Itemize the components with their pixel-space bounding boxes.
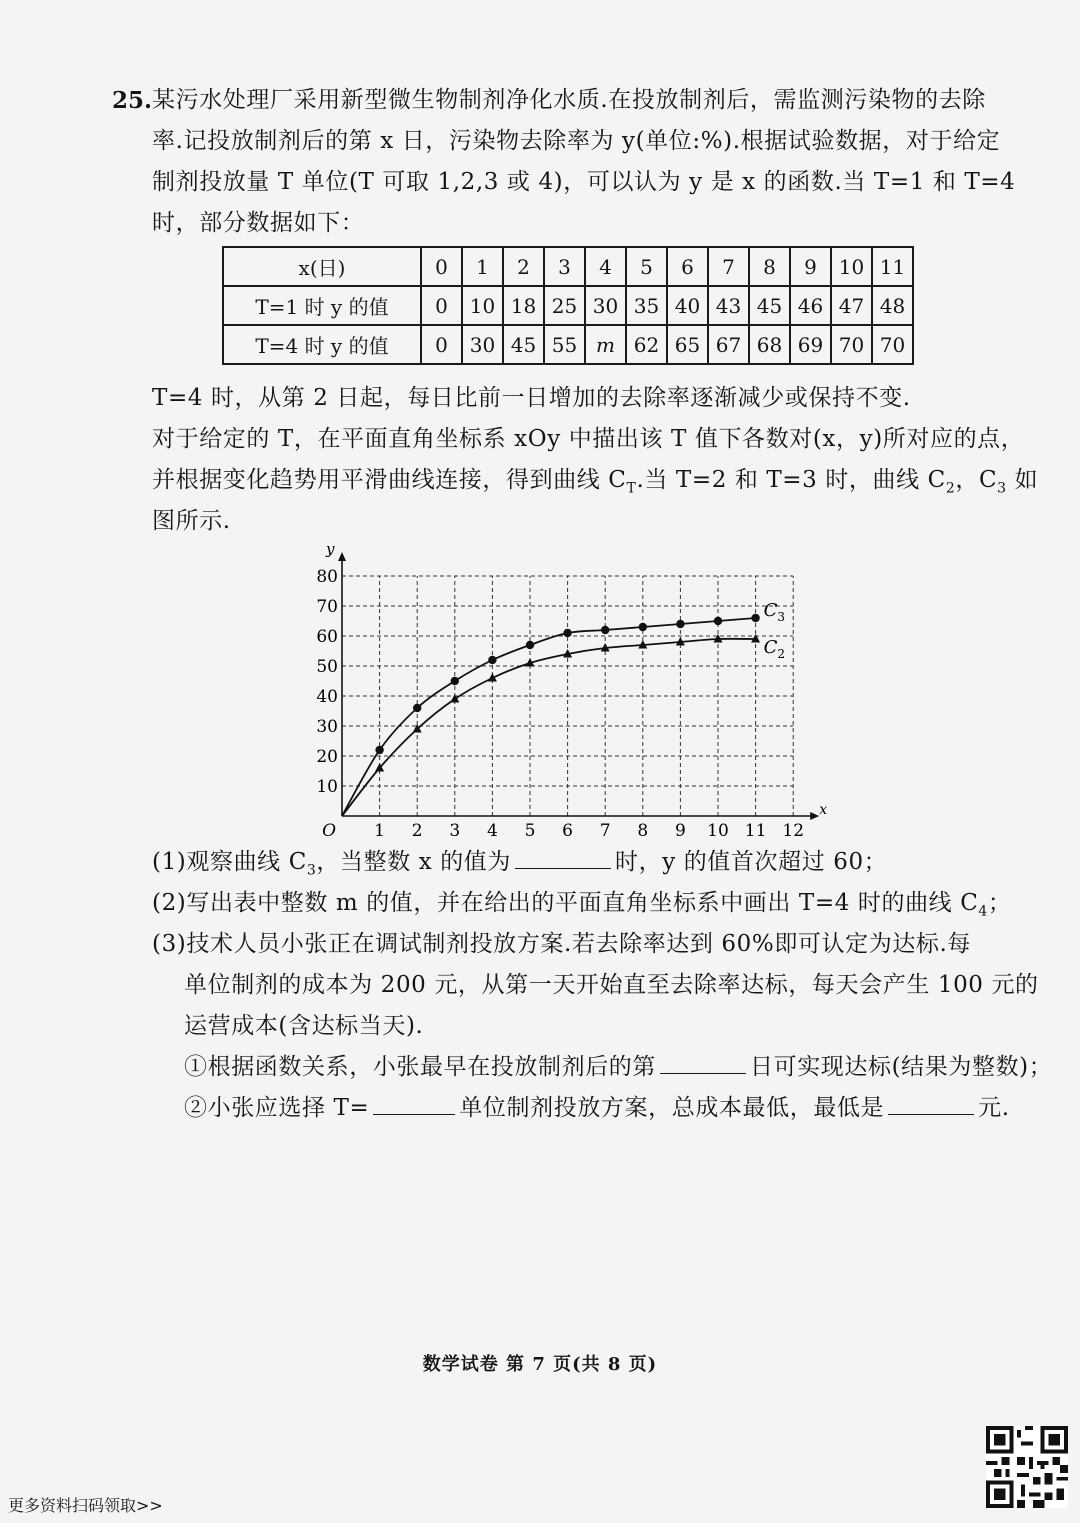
subq2-b: ；	[987, 890, 1012, 916]
table-row-label: T=1 时 y 的值	[223, 286, 421, 325]
line3-tail: .当 T=2 和 T=3 时，曲线 C	[636, 467, 946, 493]
line3-mid: ，C	[955, 467, 998, 493]
table-cell: 65	[667, 325, 708, 364]
table-cell: 3	[544, 247, 585, 286]
y-tick-label: 50	[316, 657, 338, 677]
item2-c: 元.	[978, 1095, 1010, 1121]
table-cell: 6	[667, 247, 708, 286]
chart	[306, 538, 836, 840]
answer-blank-2[interactable]	[660, 1050, 746, 1074]
qr-code-icon[interactable]	[986, 1426, 1068, 1508]
x-tick-label: 11	[744, 821, 767, 840]
x-tick-label: 5	[524, 821, 536, 840]
data-point	[451, 677, 459, 685]
data-point	[526, 641, 534, 649]
table-cell: 25	[544, 286, 585, 325]
data-table	[222, 246, 914, 365]
answer-blank-4[interactable]	[888, 1091, 974, 1115]
table-cell: 45	[503, 325, 544, 364]
table-cell: 30	[462, 325, 503, 364]
table-cell: 0	[421, 247, 462, 286]
item-2	[184, 1088, 1024, 1129]
table-cell: 30	[585, 286, 626, 325]
line3-sub2: 2	[945, 480, 956, 497]
table-cell: 70	[831, 325, 872, 364]
table-cell: 5	[626, 247, 667, 286]
table-cell: 62	[626, 325, 667, 364]
table-cell: 48	[872, 286, 913, 325]
subq-3-line-1: (3)技术人员小张正在调试制剂投放方案.若去除率达到 60%即可认定为达标.每	[152, 931, 972, 957]
line3-text: 并根据变化趋势用平滑曲线连接，得到曲线 C	[152, 467, 627, 493]
table-cell: 10	[462, 286, 503, 325]
data-point	[601, 626, 609, 634]
data-point	[676, 620, 684, 628]
x-tick-label: 2	[411, 821, 423, 840]
x-tick-label: 3	[449, 821, 461, 840]
y-axis-arrow	[338, 552, 346, 561]
line3-end: 如	[1006, 467, 1039, 493]
item1-b: 日可实现达标(结果为整数)；	[750, 1054, 1053, 1080]
data-point	[450, 694, 459, 703]
subq1-a: (1)观察曲线 C	[152, 849, 307, 875]
y-axis-label: y	[326, 540, 335, 558]
data-point	[563, 629, 571, 637]
x-tick-label: 7	[599, 821, 611, 840]
table-cell: 1	[462, 247, 503, 286]
x-tick-label: 6	[562, 821, 574, 840]
table-cell: 45	[749, 286, 790, 325]
intro-line-4: 时，部分数据如下：	[152, 210, 365, 236]
subq2-sub: 4	[978, 903, 988, 920]
table-cell: 43	[708, 286, 749, 325]
subq1-b: ，当整数 x 的值为	[316, 849, 511, 875]
y-tick-label: 30	[316, 717, 338, 737]
x-tick-label: 4	[486, 821, 498, 840]
x-tick-label: 1	[374, 821, 386, 840]
data-point	[714, 617, 722, 625]
table-cell: 10	[831, 247, 872, 286]
table-row-t1	[223, 286, 913, 325]
data-point	[751, 614, 759, 622]
table-cell: 70	[872, 325, 913, 364]
table-cell: 67	[708, 325, 749, 364]
y-tick-label: 60	[316, 627, 338, 647]
intro-line-3: 制剂投放量 T 单位(T 可取 1,2,3 或 4)，可以认为 y 是 x 的函数.当 T=1 和 T=4	[152, 169, 1016, 195]
page-footer: 数学试卷 第 7 页(共 8 页)	[422, 1354, 658, 1375]
more-resources-link[interactable]: 更多资料扫码领取>>	[8, 1496, 163, 1515]
table-cell: 18	[503, 286, 544, 325]
x-tick-label: 12	[782, 821, 805, 840]
table-cell: m	[585, 325, 626, 364]
line3-sub3: 3	[997, 480, 1007, 497]
item2-b: 单位制剂投放方案，总成本最低，最低是	[459, 1095, 885, 1121]
table-cell: 11	[872, 247, 913, 286]
table-cell: 46	[790, 286, 831, 325]
data-point	[375, 746, 383, 754]
table-cell: 4	[585, 247, 626, 286]
table-header-row	[223, 247, 913, 286]
table-cell: 55	[544, 325, 585, 364]
table-header-label: x(日)	[223, 247, 421, 286]
table-cell: 0	[421, 286, 462, 325]
series-label-sub: 3	[777, 610, 786, 624]
item-1	[184, 1047, 1053, 1088]
series-label: $C_2$	[763, 637, 786, 661]
table-row-t4	[223, 325, 913, 364]
question-number: 25.	[112, 87, 153, 114]
y-tick-label: 20	[316, 747, 338, 767]
table-cell: 0	[421, 325, 462, 364]
answer-blank-3[interactable]	[373, 1091, 455, 1115]
x-axis-arrow	[810, 812, 819, 820]
subq2-a: (2)写出表中整数 m 的值，并在给出的平面直角坐标系中画出 T=4 时的曲线 C	[152, 890, 979, 916]
table-cell: 47	[831, 286, 872, 325]
intro-line-2: 率.记投放制剂后的第 x 日，污染物去除率为 y(单位:%).根据试验数据，对于给定	[152, 128, 1001, 154]
x-axis-label: x	[819, 802, 828, 818]
table-row-label: T=4 时 y 的值	[223, 325, 421, 364]
subq1-sub: 3	[306, 862, 317, 879]
data-point	[639, 623, 647, 631]
table-cell: 8	[749, 247, 790, 286]
table-cell: 69	[790, 325, 831, 364]
after-table-line-4: 图所示.	[152, 508, 231, 534]
y-tick-label: 10	[316, 777, 338, 797]
table-cell: 40	[667, 286, 708, 325]
after-table-line-2: 对于给定的 T，在平面直角坐标系 xOy 中描出该 T 值下各数对(x，y)所对应的点，	[152, 426, 1025, 452]
origin-label: O	[322, 821, 336, 840]
x-tick-label: 9	[674, 821, 686, 840]
subq-3-line-2: 单位制剂的成本为 200 元，从第一天开始直至去除率达标，每天会产生 100 元的	[184, 972, 1039, 998]
table-cell: 68	[749, 325, 790, 364]
data-point	[413, 704, 421, 712]
series-label: $C_3$	[763, 600, 786, 624]
subq-3-line-3: 运营成本(含达标当天).	[184, 1013, 424, 1039]
answer-blank-1[interactable]	[515, 845, 611, 869]
y-tick-label: 70	[316, 597, 338, 617]
y-tick-label: 80	[316, 567, 338, 587]
series-line-c2	[342, 639, 756, 816]
y-tick-label: 40	[316, 687, 338, 707]
table-cell: 35	[626, 286, 667, 325]
table-cell: 2	[503, 247, 544, 286]
x-tick-label: 10	[707, 821, 729, 840]
line3-sub: T	[626, 480, 637, 497]
subq1-c: 时，y 的值首次超过 60；	[615, 849, 888, 875]
item2-a: ②小张应选择 T=	[184, 1095, 370, 1121]
table-cell: 7	[708, 247, 749, 286]
table-cell: 9	[790, 247, 831, 286]
after-table-line-1: T=4 时，从第 2 日起，每日比前一日增加的去除率逐渐减少或保持不变.	[152, 385, 911, 411]
x-tick-label: 8	[637, 821, 649, 840]
series-label-sub: 2	[777, 647, 786, 661]
data-point	[488, 656, 496, 664]
intro-line-1: 某污水处理厂采用新型微生物制剂净化水质.在投放制剂后，需监测污染物的去除	[152, 87, 986, 113]
item1-a: ①根据函数关系，小张最早在投放制剂后的第	[184, 1054, 656, 1080]
